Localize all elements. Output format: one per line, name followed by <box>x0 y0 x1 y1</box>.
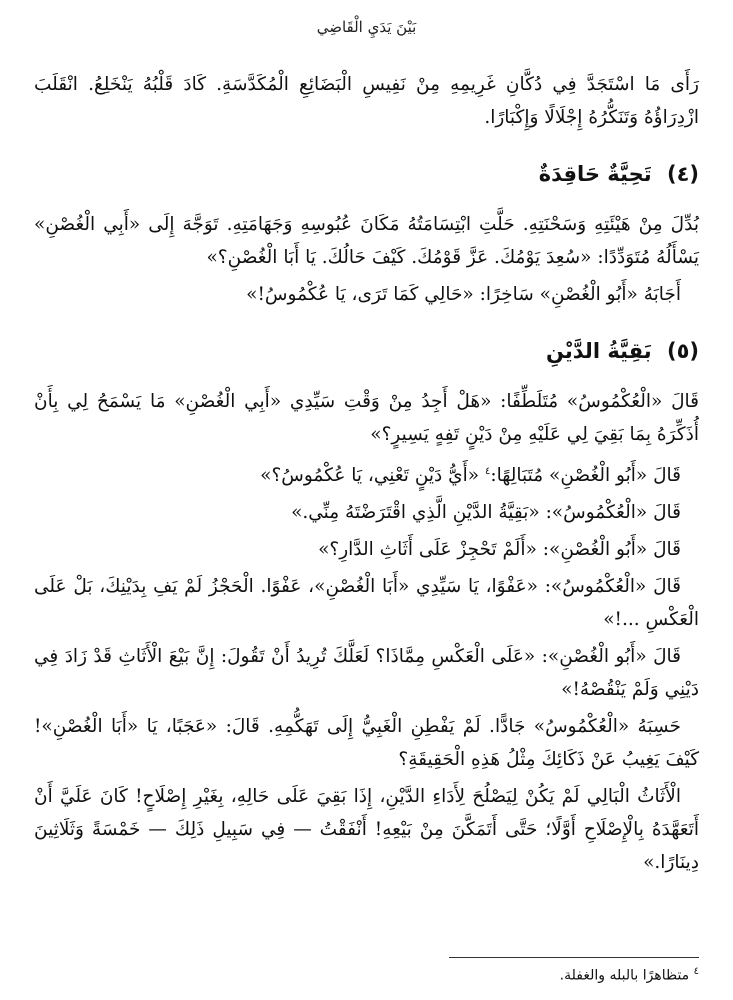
section-number: (٥) <box>666 339 699 363</box>
paragraph-text: قَالَ «أَبُو الْغُصْنِ» مُتَبَالِهًا: <box>490 465 681 487</box>
running-header: بَيْنَ يَدَيِ الْقَاضِي <box>316 18 417 36</box>
section-number: (٤) <box>666 162 699 186</box>
section5-paragraph-2 <box>34 455 699 492</box>
section-heading-4 <box>34 162 699 186</box>
section-heading-5 <box>34 339 699 363</box>
section5-paragraph-4: قَالَ «أَبُو الْغُصْنِ»: «أَلَمْ تَحْجِزْ عَلَى أَثَاثِ الدَّارِ؟» <box>318 539 681 561</box>
section5-paragraph-5: قَالَ «الْعُكْمُوسُ»: «عَفْوًا، يَا سَيِّدِي «أَبَا الْغُصْنِ»، عَفْوًا. الْحَجْزُ لَمْ يَفِ بِدَيْنِكَ، بَلْ عَلَى الْعَكْسِ ...!» <box>34 576 699 631</box>
section4-paragraph-1: بُدِّلَ مِنْ هَيْئَتِهِ وَسَحْنَتِهِ. حَلَّتِ ابْتِسَامَتُهُ مَكَانَ عُبُوسِهِ وَجَهَامَتِهِ. تَوَجَّهَ إِلَى «أَبِي الْغُصْنِ» يَسْأَلُهُ مُتَوَدِّدًا: «سُعِدَ يَوْمُكَ. عَزَّ قَوْمُكَ. كَيْفَ حَالُكَ. يَا أَبَا الْغُصْنِ؟» <box>34 214 699 268</box>
section5-paragraph-1: قَالَ «الْعُكْمُوسُ» مُتَلَطِّفًا: «هَلْ أَجِدُ مِنْ وَقْتِ سَيِّدِي «أَبِي الْغُصْنِ» مَا يَسْمَحُ لِي بِأَنْ أُذَكِّرَهُ بِمَا بَقِيَ لِي عَلَيْهِ مِنْ دَيْنٍ تَفِهٍ يَسِيرٍ؟» <box>34 391 699 445</box>
footnote-reference: ٤ <box>485 466 491 477</box>
section5-paragraph-8: الْأَثَاثُ الْبَالِي لَمْ يَكُنْ لِيَصْلُحَ لِأَدَاءِ الدَّيْنِ، إِذَا بَقِيَ عَلَى حَالِهِ، بِغَيْرِ إِصْلَاحٍ! كَانَ عَلَيَّ أَنْ أَتَعَهَّدَهُ بِالْإِصْلَاحِ أَوَّلًا؛ حَتَّى أَتَمَكَّنَ مِنْ بَيْعِهِ! أَنْفَقْتُ — فِي سَبِيلِ ذَلِكَ — خَمْسَةً وَثَلَاثِينَ دِينَارًا.» <box>34 786 699 874</box>
intro-paragraph: رَأَى مَا اسْتَجَدَّ فِي دُكَّانِ غَرِيمِهِ مِنْ نَفِيسِ الْبَضَائِعِ الْمُكَدَّسَةِ. كَادَ قَلْبُهُ يَنْخَلِعُ. انْقَلَبَ ازْدِرَاؤُهُ وَتَنَكُّرُهُ إِجْلَالًا وَإِكْبَارًا. <box>34 74 699 128</box>
footnote-divider <box>449 957 699 958</box>
section-title: تَحِيَّةٌ حَاقِدَةٌ <box>538 162 652 186</box>
section5-paragraph-6: قَالَ «أَبُو الْغُصْنِ»: «عَلَى الْعَكْسِ مِمَّاذَا؟ لَعَلَّكَ تُرِيدُ أَنْ تَقُولَ: إِنَّ بَيْعَ الْأَثَاثِ قَدْ زَادَ فِي دَيْنِي وَلَمْ يَنْقُصْهُ!» <box>34 646 699 701</box>
footnote-marker: ٤ <box>693 966 699 977</box>
section-title: بَقِيَّةُ الدَّيْنِ <box>546 339 652 363</box>
paragraph-text: «أَيُّ دَيْنٍ تَعْنِي، يَا عُكْمُوسُ؟» <box>260 465 485 487</box>
section5-paragraph-3: قَالَ «الْعُكْمُوسُ»: «بَقِيَّةُ الدَّيْنِ الَّذِي اقْتَرَضْتَهُ مِنِّي.» <box>291 502 681 524</box>
section5-paragraph-7: حَسِبَهُ «الْعُكْمُوسُ» جَادًّا. لَمْ يَفْطِنِ الْغَبِيُّ إِلَى تَهَكُّمِهِ. قَالَ: «عَجَبًا، يَا «أَبَا الْغُصْنِ»! كَيْفَ يَغِيبُ عَنْ ذَكَائِكَ مِثْلُ هَذِهِ الْحَقِيقَةِ؟ <box>34 716 699 771</box>
section4-paragraph-2: أَجَابَهُ «أَبُو الْغُصْنِ» سَاخِرًا: «حَالِي كَمَا تَرَى، يَا عُكْمُوسُ!» <box>246 284 681 305</box>
footnote <box>560 966 699 984</box>
footnote-text: متظاهرًا بالبله والغفلة. <box>559 967 694 984</box>
